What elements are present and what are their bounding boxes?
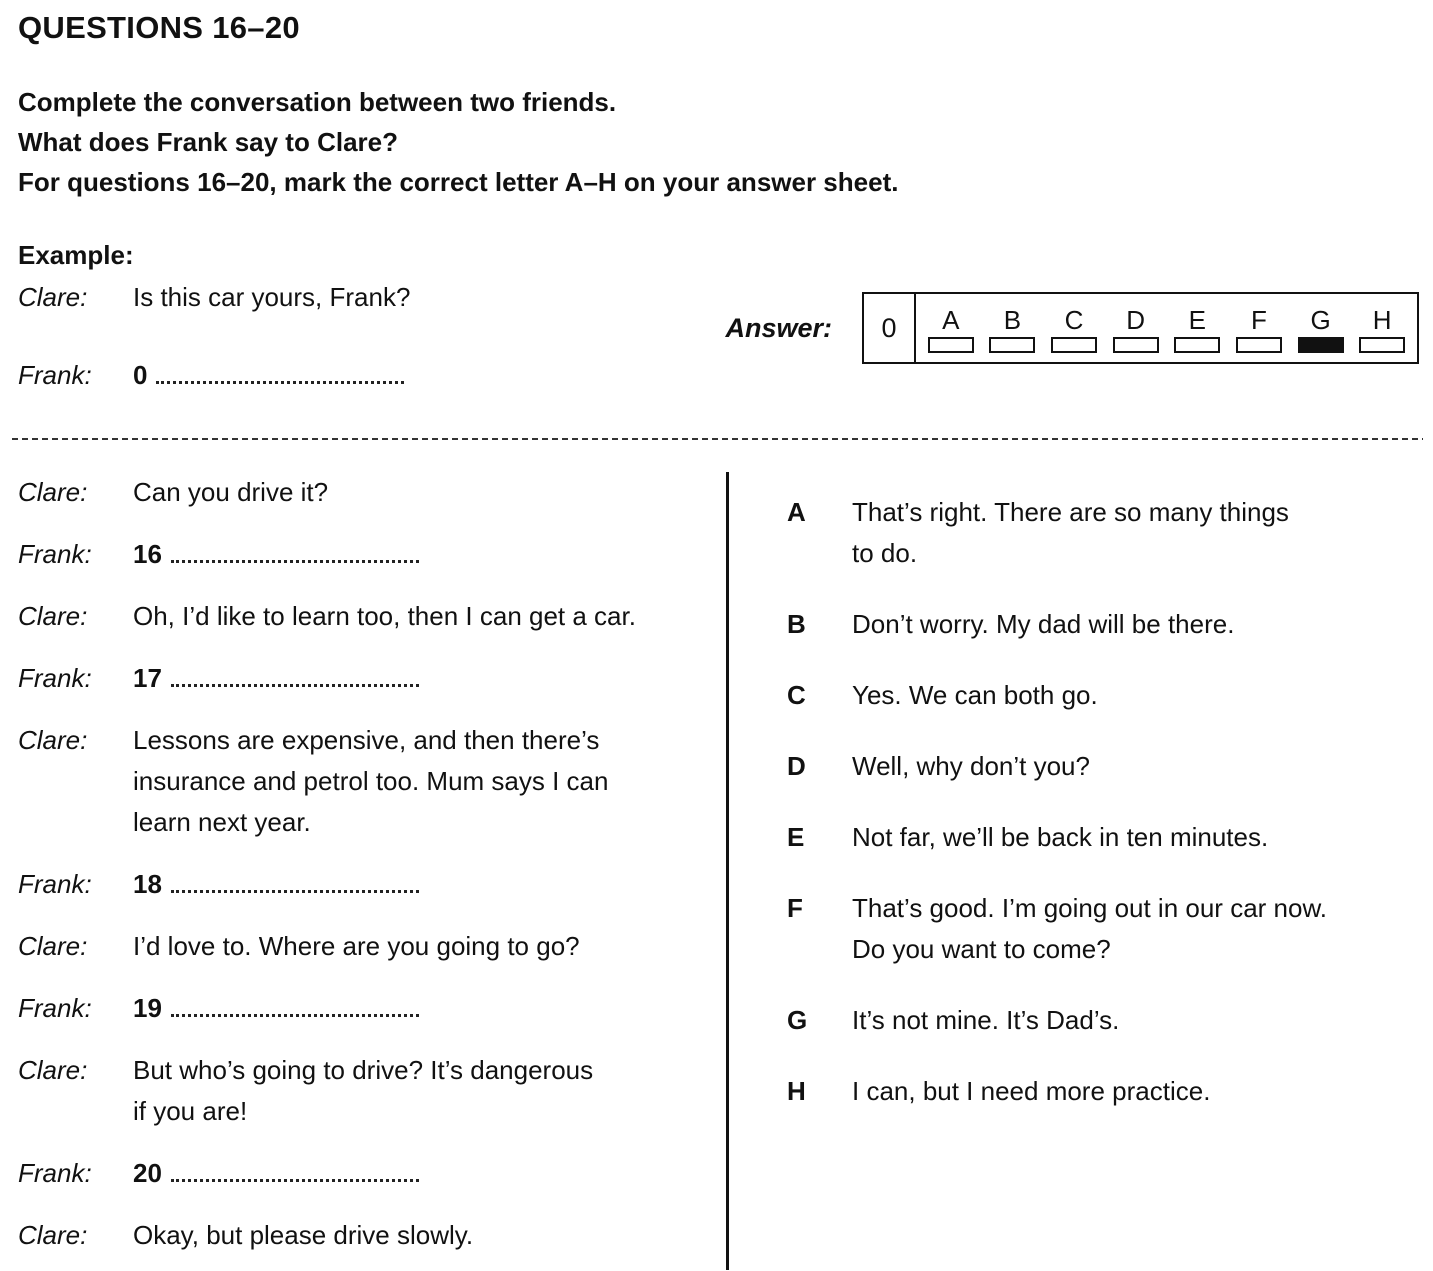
option-letter: A [787, 497, 806, 527]
speaker-label: Frank: [18, 360, 92, 390]
speaker-label: Frank: [18, 539, 92, 569]
answer-letter-cell [1228, 294, 1290, 362]
dialogue-turn [18, 864, 726, 905]
dialogue-text-line: But who’s going to drive? It’s dangerous [133, 1055, 594, 1085]
instruction-line: For questions 16–20, mark the correct letter A–H on your answer sheet. [18, 167, 899, 197]
option-text [852, 746, 1421, 787]
dialogue-text-line: Oh, I’d like to learn too, then I can get a car. [133, 601, 636, 631]
answer-letter-cell [1105, 294, 1167, 362]
dialogue-turn [18, 926, 726, 967]
dotted-answer-line [171, 1002, 419, 1017]
dialogue-turn [18, 658, 726, 699]
conversation-column [18, 472, 726, 1270]
dialogue-text-line: insurance and petrol too. Mum says I can [133, 766, 609, 796]
option-text [852, 888, 1421, 970]
option-text [852, 1071, 1421, 1112]
dialogue-text: Is this car yours, Frank? [133, 282, 411, 312]
dotted-answer-line [156, 369, 404, 384]
question-number: 0 [133, 360, 148, 390]
dialogue-turn [18, 1050, 726, 1132]
option-letter: D [787, 751, 806, 781]
answer-letter: F [1250, 304, 1267, 335]
dotted-answer-line [171, 548, 419, 563]
answer-letter-cell [1290, 294, 1352, 362]
answer-checkbox-marked[interactable] [1298, 337, 1344, 353]
option-text-line: I can, but I need more practice. [852, 1076, 1211, 1106]
answer-option [787, 675, 1421, 716]
task-columns [18, 472, 1421, 1270]
dialogue-text-line: Okay, but please drive slowly. [133, 1220, 474, 1250]
option-text-line: Don’t worry. My dad will be there. [852, 609, 1235, 639]
dialogue-turn [18, 1153, 726, 1194]
speaker-label: Clare: [18, 282, 88, 312]
answer-zero-cell: 0 [864, 294, 916, 362]
instruction-line: Complete the conversation between two friends. [18, 87, 617, 117]
option-letter: E [787, 822, 805, 852]
answer-letter-cell [982, 294, 1044, 362]
example-label: Example: [18, 240, 134, 270]
options-column [726, 472, 1421, 1270]
answer-key-area [725, 292, 1419, 364]
option-text [852, 1000, 1421, 1041]
speaker-label: Frank: [18, 663, 92, 693]
dialogue-text [133, 596, 726, 637]
dialogue-turn [18, 720, 726, 843]
speaker-label: Frank: [18, 869, 92, 899]
answer-letter: E [1188, 304, 1206, 335]
dialogue-text [133, 926, 726, 967]
answer-letter: D [1126, 304, 1146, 335]
dialogue-text [133, 864, 726, 905]
option-text-line: It’s not mine. It’s Dad’s. [852, 1005, 1120, 1035]
example-section [18, 240, 1421, 392]
dialogue-text [133, 1153, 726, 1194]
option-text-line: That’s good. I’m going out in our car now. [852, 893, 1328, 923]
dialogue-text-line: I’d love to. Where are you going to go? [133, 931, 580, 961]
dialogue-text [133, 1215, 726, 1256]
option-text-line: to do. [852, 538, 918, 568]
instruction-line: What does Frank say to Clare? [18, 127, 398, 157]
dialogue-text-line: Can you drive it? [133, 477, 329, 507]
answer-checkbox[interactable] [1174, 337, 1220, 353]
question-number: 20 [133, 1158, 162, 1188]
dialogue-text-line: Lessons are expensive, and then there’s [133, 725, 600, 755]
dialogue-turn [18, 472, 726, 513]
option-text [852, 492, 1421, 574]
option-letter: F [787, 893, 803, 923]
option-letter: H [787, 1076, 806, 1106]
dialogue-text [133, 988, 726, 1029]
speaker-label: Clare: [18, 931, 88, 961]
option-text-line: Not far, we’ll be back in ten minutes. [852, 822, 1269, 852]
option-text-line: That’s right. There are so many things [852, 497, 1289, 527]
answer-option [787, 1071, 1421, 1112]
answer-option [787, 1000, 1421, 1041]
speaker-label: Clare: [18, 601, 88, 631]
answer-option [787, 492, 1421, 574]
answer-letter: A [942, 304, 960, 335]
answer-checkbox[interactable] [1236, 337, 1282, 353]
option-text-line: Do you want to come? [852, 934, 1111, 964]
option-letter: G [787, 1005, 808, 1035]
answer-option [787, 746, 1421, 787]
speaker-label: Clare: [18, 1055, 88, 1085]
answer-option [787, 817, 1421, 858]
answer-option [787, 888, 1421, 970]
answer-letter-cell [1167, 294, 1229, 362]
question-number: 18 [133, 869, 162, 899]
answer-checkbox[interactable] [1051, 337, 1097, 353]
answer-letter: G [1310, 304, 1331, 335]
dialogue-text-line: if you are! [133, 1096, 248, 1126]
option-text [852, 817, 1421, 858]
answer-sheet-box [862, 292, 1419, 364]
answer-letter: B [1003, 304, 1022, 335]
dialogue-turn [18, 534, 726, 575]
question-number: 19 [133, 993, 162, 1023]
dialogue-text [133, 534, 726, 575]
dialogue-text-line: learn next year. [133, 807, 311, 837]
answer-letter-cell [1351, 294, 1413, 362]
answer-letter: H [1372, 304, 1392, 335]
answer-checkbox[interactable] [1359, 337, 1405, 353]
answer-letter-cell [1043, 294, 1105, 362]
dialogue-text [133, 1050, 726, 1132]
answer-letter-cell [920, 294, 982, 362]
question-number: 17 [133, 663, 162, 693]
dotted-answer-line [171, 672, 419, 687]
dialogue-turn [18, 596, 726, 637]
option-text-line: Well, why don’t you? [852, 751, 1090, 781]
option-text [852, 675, 1421, 716]
dialogue-text [133, 658, 726, 699]
speaker-label: Frank: [18, 1158, 92, 1188]
answer-letters-row [916, 294, 1417, 362]
option-text-line: Yes. We can both go. [852, 680, 1098, 710]
dialogue-turn [18, 1215, 726, 1256]
answer-checkbox[interactable] [1113, 337, 1159, 353]
dashed-divider [12, 438, 1423, 440]
question-number: 16 [133, 539, 162, 569]
speaker-label: Clare: [18, 1220, 88, 1250]
option-letter: B [787, 609, 806, 639]
dialogue-text [133, 472, 726, 513]
dialogue-text [133, 720, 726, 843]
instructions [18, 82, 1421, 202]
answer-option [787, 604, 1421, 645]
dialogue-turn [18, 988, 726, 1029]
answer-label: Answer: [725, 312, 832, 343]
option-text [852, 604, 1421, 645]
speaker-label: Clare: [18, 725, 88, 755]
answer-checkbox[interactable] [928, 337, 974, 353]
dotted-answer-line [171, 878, 419, 893]
answer-letter: C [1064, 304, 1084, 335]
option-letter: C [787, 680, 806, 710]
speaker-label: Clare: [18, 477, 88, 507]
page-title: QUESTIONS 16–20 [18, 10, 300, 45]
dotted-answer-line [171, 1167, 419, 1182]
answer-checkbox[interactable] [989, 337, 1035, 353]
speaker-label: Frank: [18, 993, 92, 1023]
